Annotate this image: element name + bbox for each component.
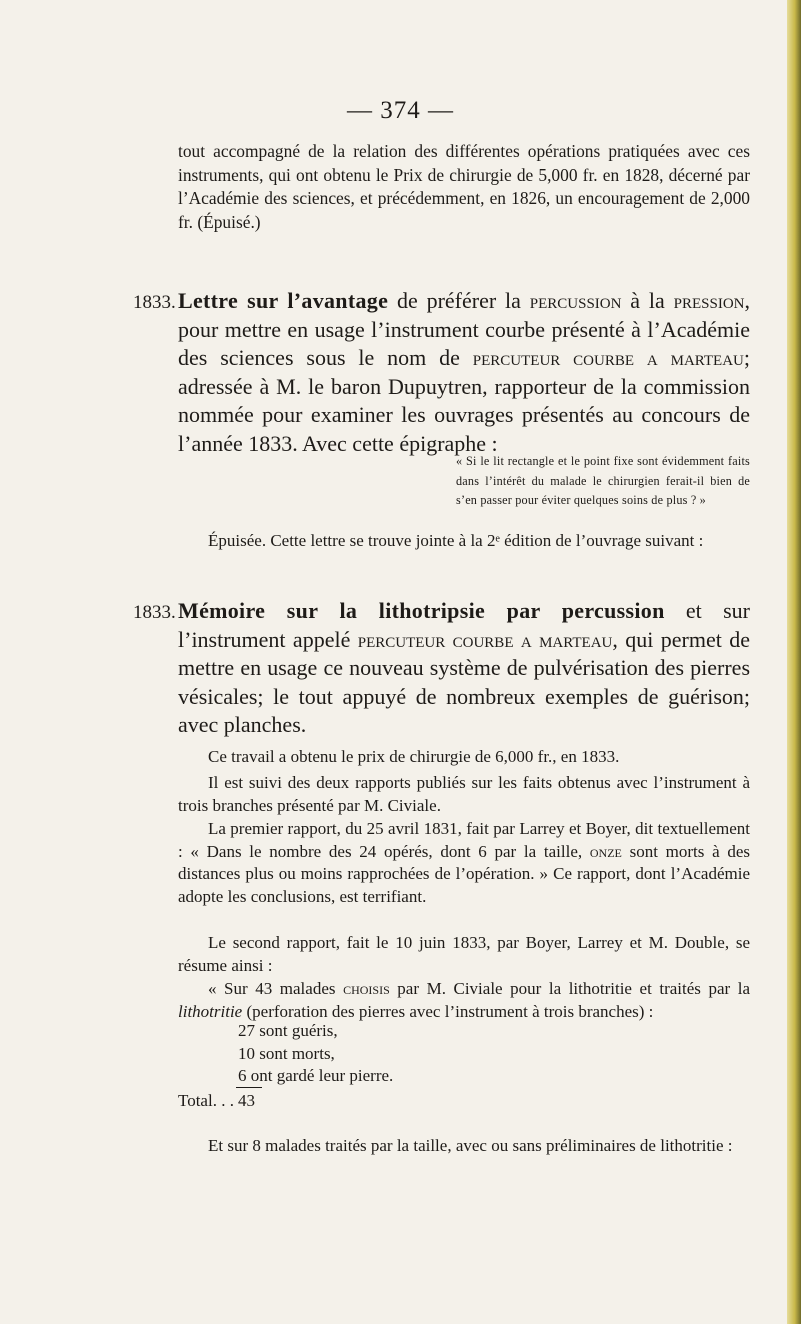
entry2-para4: Le second rapport, fait le 10 juin 1833, par Boyer, Larrey et M. Double, se résume ainsi :: [178, 933, 750, 975]
entry2-para3-text: sont morts à des distances plus ou moins rapprochées de l’opération. » Ce rapport, dont l’Académie adopte les conclusions, est terrifiant.: [178, 841, 750, 906]
stats-list: [238, 1020, 393, 1088]
total-rule: [236, 1087, 262, 1088]
entry2-para1: Ce travail a obtenu le prix de chirurgie de 6,000 fr., en 1833.: [208, 747, 620, 766]
entry1-term: pression: [673, 288, 745, 313]
entry1-text: à la: [621, 288, 674, 313]
entry2-para2: Il est suivi des deux rapports publiés sur les faits obtenus avec l’instrument à trois branches présenté par M. Civiale.: [178, 773, 750, 815]
entry2-para5-text: (perforation des pierres avec l’instrument à trois branches) :: [242, 1001, 654, 1021]
entry1-year: 1833.: [133, 292, 176, 313]
entry2-para3-emphasis: onze: [589, 841, 622, 861]
entry2-text: et sur l’instrument appelé: [178, 598, 750, 652]
entry2-body: [178, 597, 750, 740]
entry2-last-paragraph: Et sur 8 malades traités par la taille, avec ou sans préliminaires de lithotritie :: [208, 1136, 733, 1155]
entry2-para5: [178, 978, 750, 1023]
entry1-term: percussion: [529, 288, 622, 313]
entry2-title: Mémoire sur la lithotripsie par percussion: [178, 598, 665, 623]
entry2-para3-text: La premier rapport, du 25 avril 1831, fait par Larrey et Boyer, dit textuellement : « Dans le nombre des 24 opérés, dont 6 par la taille,: [178, 819, 750, 861]
entry2-para5-italic: lithotritie: [178, 1001, 243, 1021]
stat-stone-kept: 6 ont gardé leur pierre.: [238, 1066, 394, 1086]
entry2-para5-text: « Sur 43 malades: [208, 979, 344, 998]
entry1-term: percuteur courbe a marteau: [472, 345, 744, 371]
total-row: [178, 1091, 255, 1111]
entry2-term: percuteur courbe a marteau: [357, 626, 613, 652]
page-edge-binding: [787, 0, 801, 1324]
entry2-text: , qui permet de mettre en usage ce nouveau système de pulvérisation des pierres vésicales; le tout appuyé de nombreux exemples de guérison; avec planches.: [178, 626, 750, 738]
total-label: Total. . .: [178, 1091, 234, 1110]
intro-paragraph: tout accompagné de la relation des différentes opérations pratiquées avec ces instruments, qui ont obtenu le Prix de chirurgie de 5,000 fr. en 1828, décerné par l’Académie des sciences, et précédemment, en 1826, un encouragement de 2,000 fr. (Épuisé.): [178, 141, 750, 233]
entry2-year: 1833.: [133, 602, 176, 623]
page-number: — 374 —: [347, 97, 454, 124]
entry1-text: ; adressée à M. le baron Dupuytren, rapporteur de la commission nommée pour examiner les ouvrages présentés au concours de l’année 1833. Avec cette épigraphe :: [178, 345, 750, 456]
entry2-para3: [178, 818, 750, 908]
stat-cured: 27 sont guéris,: [238, 1021, 338, 1040]
entry1-text: de préférer la: [388, 288, 530, 313]
entry1-note: Épuisée. Cette lettre se trouve jointe à la 2ᵉ édition de l’ouvrage suivant :: [208, 531, 704, 550]
epigraph: « Si le lit rectangle et le point fixe sont évidemment faits dans l’intérêt du malade le chirurgien ferait-il bien de s’en passer pour éviter quelques soins de plus ? »: [456, 454, 750, 508]
entry2-para5-emphasis: choisis: [343, 979, 390, 998]
entry1-title: Lettre sur l’avantage: [178, 288, 389, 313]
entry2-para5-text: par M. Civiale pour la lithotritie et traités par la: [389, 979, 750, 998]
total-value: 43: [238, 1091, 255, 1110]
stat-dead: 10 sont morts,: [238, 1043, 335, 1063]
entry1-text: , pour mettre en usage l’instrument courbe présenté à l’Académie des sciences sous le nom de: [178, 288, 750, 371]
entry1-body: [178, 287, 750, 459]
